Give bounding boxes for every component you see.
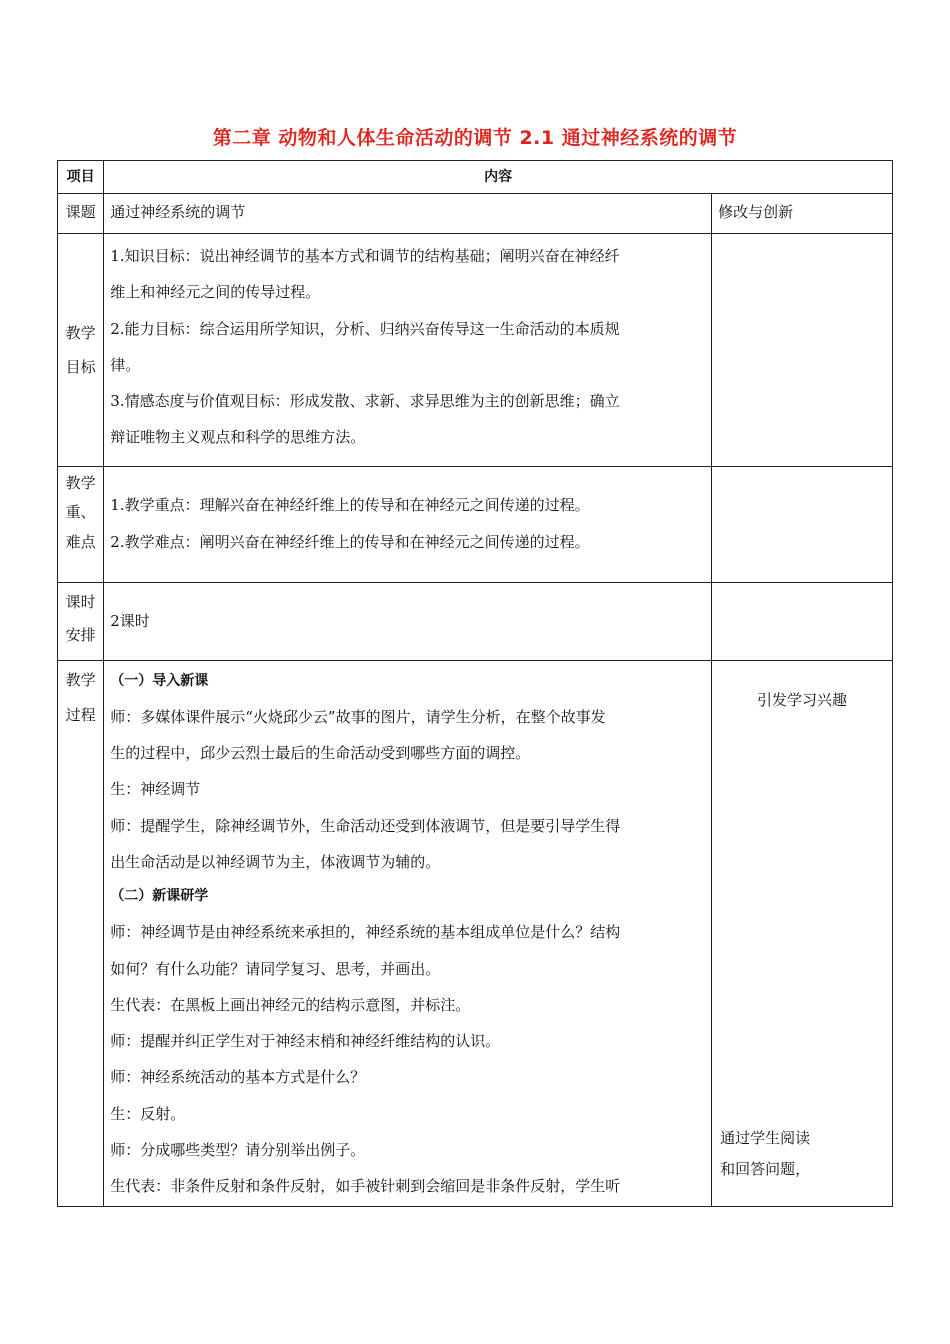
process-line: 生：反射。	[110, 1104, 186, 1123]
header-item: 项目	[58, 161, 104, 194]
process-line: 师：神经系统活动的基本方式是什么？	[110, 1068, 366, 1087]
process-content	[104, 661, 712, 1207]
process-line: 师：提醒学生，除神经调节外，生命活动还受到体液调节，但是要引导学生得	[110, 816, 621, 835]
goals-content	[104, 234, 712, 467]
goals-label: 教学 目标	[58, 234, 104, 467]
keypoints-line: 2.教学难点：阐明兴奋在神经纤维上的传导和在神经元之间传递的过程。	[110, 532, 590, 551]
keypoints-content	[104, 467, 712, 583]
topic-value: 通过神经系统的调节	[104, 194, 712, 234]
goals-line: 辩证唯物主义观点和科学的思维方法。	[110, 428, 366, 447]
keypoints-label: 教学 重、 难点	[58, 467, 104, 583]
topic-note: 修改与创新	[712, 194, 893, 234]
process-note-reading: 通过学生阅读 和回答问题，	[720, 1129, 811, 1178]
goals-line: 3.情感态度与价值观目标：形成发散、求新、求异思维为主的创新思维；确立	[110, 392, 620, 411]
goals-row	[58, 234, 893, 467]
schedule-label: 课时 安排	[58, 583, 104, 661]
header-row	[58, 161, 893, 194]
process-line: 生的过程中，邱少云烈士最后的生命活动受到哪些方面的调控。	[110, 744, 531, 763]
process-line: 出生命活动是以神经调节为主，体液调节为辅的。	[110, 853, 441, 872]
process-line: 师：神经调节是由神经系统来承担的，神经系统的基本组成单位是什么？结构	[110, 923, 621, 942]
process-label: 教学 过程	[58, 661, 104, 1207]
process-line: 生：神经调节	[110, 780, 201, 799]
topic-row	[58, 194, 893, 234]
keypoints-line: 1.教学重点：理解兴奋在神经纤维上的传导和在神经元之间传递的过程。	[110, 496, 590, 514]
process-line: 生代表：在黑板上画出神经元的结构示意图，并标注。	[110, 995, 471, 1014]
document-title: 第二章 动物和人体生命活动的调节 2.1 通过神经系统的调节	[212, 127, 738, 149]
header-content: 内容	[104, 161, 893, 194]
keypoints-row	[58, 467, 893, 583]
process-line: 如何？有什么功能？请同学复习、思考，并画出。	[110, 959, 441, 978]
lesson-plan-table	[57, 160, 893, 1207]
topic-label: 课题	[58, 194, 104, 234]
goals-line: 律。	[110, 355, 141, 374]
process-line: 生代表：非条件反射和条件反射，如手被针刺到会缩回是非条件反射，学生听	[110, 1177, 621, 1196]
goals-line: 2.能力目标：综合运用所学知识，分析、归纳兴奋传导这一生命活动的本质规	[110, 319, 620, 338]
schedule-note	[712, 583, 893, 661]
process-line: 师：分成哪些类型？请分别举出例子。	[110, 1141, 366, 1160]
process-line: 师：提醒并纠正学生对于神经末梢和神经纤维结构的认识。	[110, 1032, 501, 1051]
keypoints-note	[712, 467, 893, 583]
process-line: 师：多媒体课件展示“火烧邱少云”故事的图片，请学生分析，在整个故事发	[110, 707, 606, 726]
goals-line: 1.知识目标：说出神经调节的基本方式和调节的结构基础；阐明兴奋在神经纤	[110, 247, 620, 265]
process-note-interest: 引发学习兴趣	[757, 691, 848, 709]
goals-line: 维上和神经元之间的传导过程。	[110, 283, 321, 302]
process-row	[58, 661, 893, 1207]
section-heading: （二）新课研学	[110, 888, 209, 905]
schedule-row	[58, 583, 893, 661]
schedule-value: 2课时	[104, 583, 712, 661]
section-heading: （一）导入新课	[110, 673, 209, 689]
goals-note	[712, 234, 893, 467]
process-notes	[712, 661, 893, 1207]
